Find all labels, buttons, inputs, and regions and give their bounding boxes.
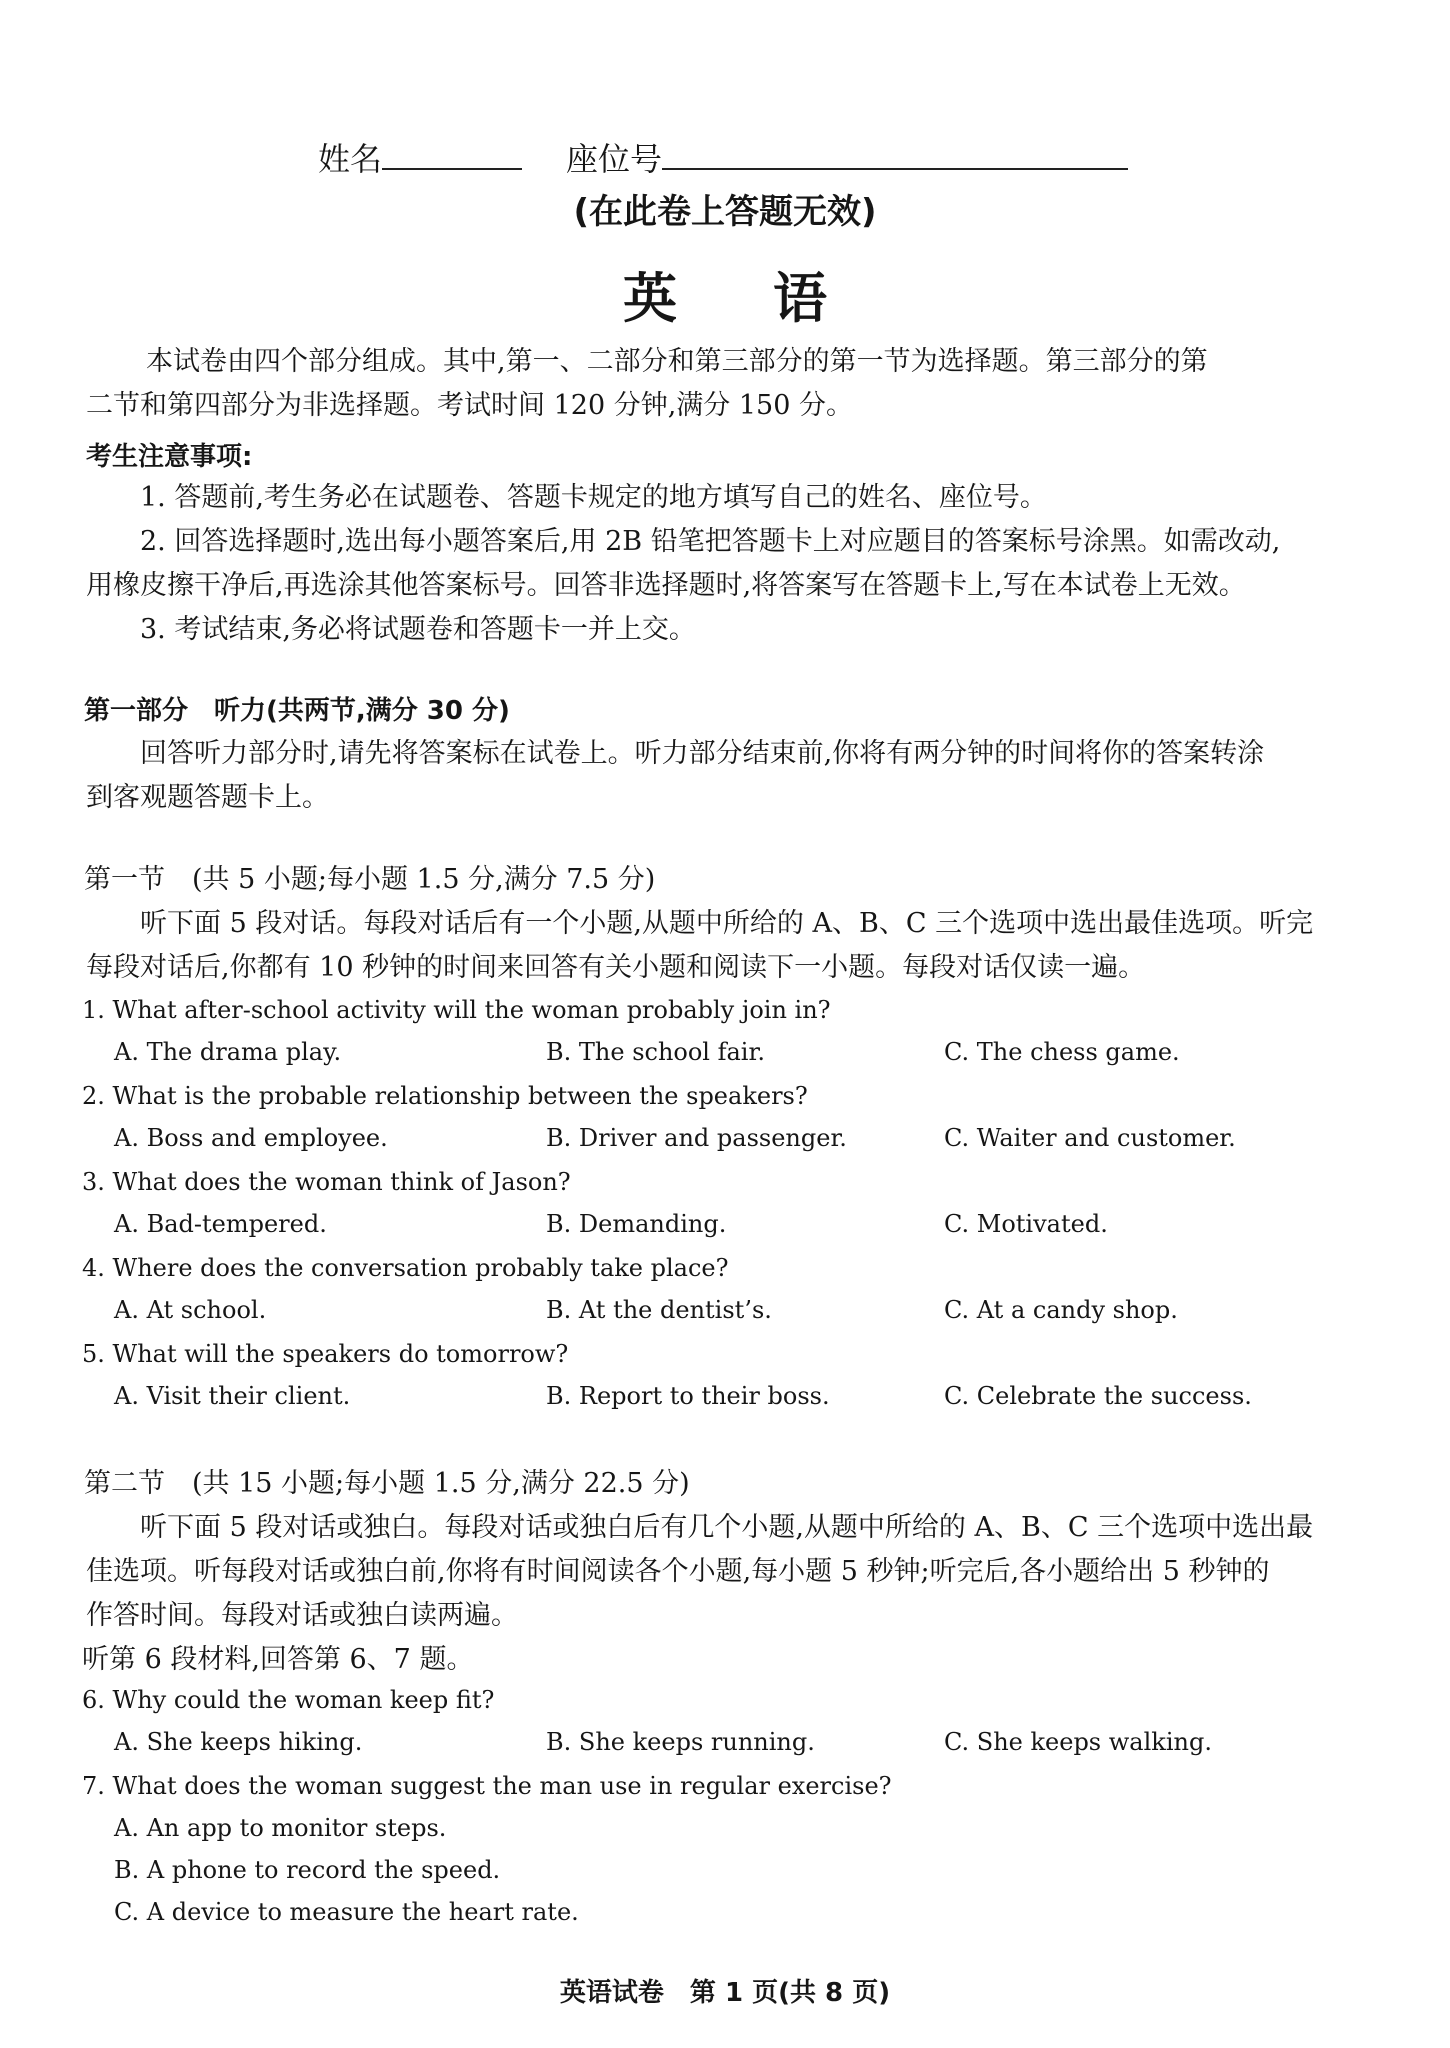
q7-option-c: C. A device to measure the heart rate. (114, 1898, 579, 1926)
intro-line-1: 本试卷由四个部分组成。其中,第一、二部分和第三部分的第一节为选择题。第三部分的第 (146, 346, 1208, 377)
part1-desc-line-1: 回答听力部分时,请先将答案标在试卷上。听力部分结束前,你将有两分钟的时间将你的答案转涂 (140, 738, 1265, 769)
name-field-row (318, 134, 522, 180)
note-item-2-line-1: 2. 回答选择题时,选出每小题答案后,用 2B 铅笔把答题卡上对应题目的答案标号涂黑。如需改动, (140, 526, 1281, 557)
q6-option-a: A. She keeps hiking. (114, 1728, 363, 1756)
q3-option-c: C. Motivated. (944, 1210, 1108, 1238)
note-item-1: 1. 答题前,考生务必在试题卷、答题卡规定的地方填写自己的姓名、座位号。 (140, 482, 1047, 513)
seat-label: 座位号 (566, 140, 663, 178)
exam-title: 英语 (623, 267, 923, 330)
q4-option-b: B. At the dentist’s. (546, 1296, 772, 1324)
question-1: 1. What after-school activity will the woman probably join in? (82, 996, 831, 1024)
invalid-notice: (在此卷上答题无效) (573, 192, 877, 232)
note-item-3: 3. 考试结束,务必将试题卷和答题卡一并上交。 (140, 614, 696, 645)
notes-heading: 考生注意事项: (86, 442, 253, 472)
q1-option-b: B. The school fair. (546, 1038, 765, 1066)
q4-option-c: C. At a candy shop. (944, 1296, 1178, 1324)
intro-line-2: 二节和第四部分为非选择题。考试时间 120 分钟,满分 150 分。 (86, 390, 853, 421)
q7-option-b: B. A phone to record the speed. (114, 1856, 501, 1884)
section1-desc-line-2: 每段对话后,你都有 10 秒钟的时间来回答有关小题和阅读下一小题。每段对话仅读一遍。 (86, 952, 1146, 983)
q5-option-a: A. Visit their client. (114, 1382, 351, 1410)
section2-desc-line-1: 听下面 5 段对话或独白。每段对话或独白后有几个小题,从题中所给的 A、B、C 三个选项中选出最 (140, 1512, 1314, 1543)
q5-option-b: B. Report to their boss. (546, 1382, 830, 1410)
q2-option-b: B. Driver and passenger. (546, 1124, 847, 1152)
question-7: 7. What does the woman suggest the man use in regular exercise? (82, 1772, 892, 1800)
seat-field-row (566, 134, 1128, 180)
q5-option-c: C. Celebrate the success. (944, 1382, 1252, 1410)
material-6-instruction: 听第 6 段材料,回答第 6、7 题。 (82, 1644, 474, 1675)
seat-blank (662, 138, 1128, 170)
question-6: 6. Why could the woman keep fit? (82, 1686, 495, 1714)
q1-option-a: A. The drama play. (114, 1038, 342, 1066)
q1-option-c: C. The chess game. (944, 1038, 1180, 1066)
question-2: 2. What is the probable relationship between the speakers? (82, 1082, 808, 1110)
section2-desc-line-3: 作答时间。每段对话或独白读两遍。 (86, 1600, 518, 1631)
q6-option-c: C. She keeps walking. (944, 1728, 1212, 1756)
note-item-2-line-2: 用橡皮擦干净后,再选涂其他答案标号。回答非选择题时,将答案写在答题卡上,写在本试卷上无效。 (86, 570, 1246, 601)
q3-option-b: B. Demanding. (546, 1210, 727, 1238)
q2-option-a: A. Boss and employee. (114, 1124, 388, 1152)
q7-option-a: A. An app to monitor steps. (114, 1814, 447, 1842)
question-4: 4. Where does the conversation probably take place? (82, 1254, 729, 1282)
section2-heading: 第二节 (共 15 小题;每小题 1.5 分,满分 22.5 分) (84, 1468, 690, 1499)
question-3: 3. What does the woman think of Jason? (82, 1168, 571, 1196)
page-footer: 英语试卷 第 1 页(共 8 页) (559, 1978, 891, 2008)
name-label: 姓名 (318, 140, 383, 178)
question-5: 5. What will the speakers do tomorrow? (82, 1340, 569, 1368)
section2-desc-line-2: 佳选项。听每段对话或独白前,你将有时间阅读各个小题,每小题 5 秒钟;听完后,各小题给出 5 秒钟的 (86, 1556, 1270, 1587)
name-blank (382, 138, 522, 170)
section1-desc-line-1: 听下面 5 段对话。每段对话后有一个小题,从题中所给的 A、B、C 三个选项中选出最佳选项。听完 (140, 908, 1314, 939)
part1-desc-line-2: 到客观题答题卡上。 (86, 782, 329, 813)
q4-option-a: A. At school. (114, 1296, 267, 1324)
part1-heading: 第一部分 听力(共两节,满分 30 分) (84, 696, 510, 726)
section1-heading: 第一节 (共 5 小题;每小题 1.5 分,满分 7.5 分) (84, 864, 656, 895)
q3-option-a: A. Bad-tempered. (114, 1210, 327, 1238)
q2-option-c: C. Waiter and customer. (944, 1124, 1236, 1152)
q6-option-b: B. She keeps running. (546, 1728, 815, 1756)
